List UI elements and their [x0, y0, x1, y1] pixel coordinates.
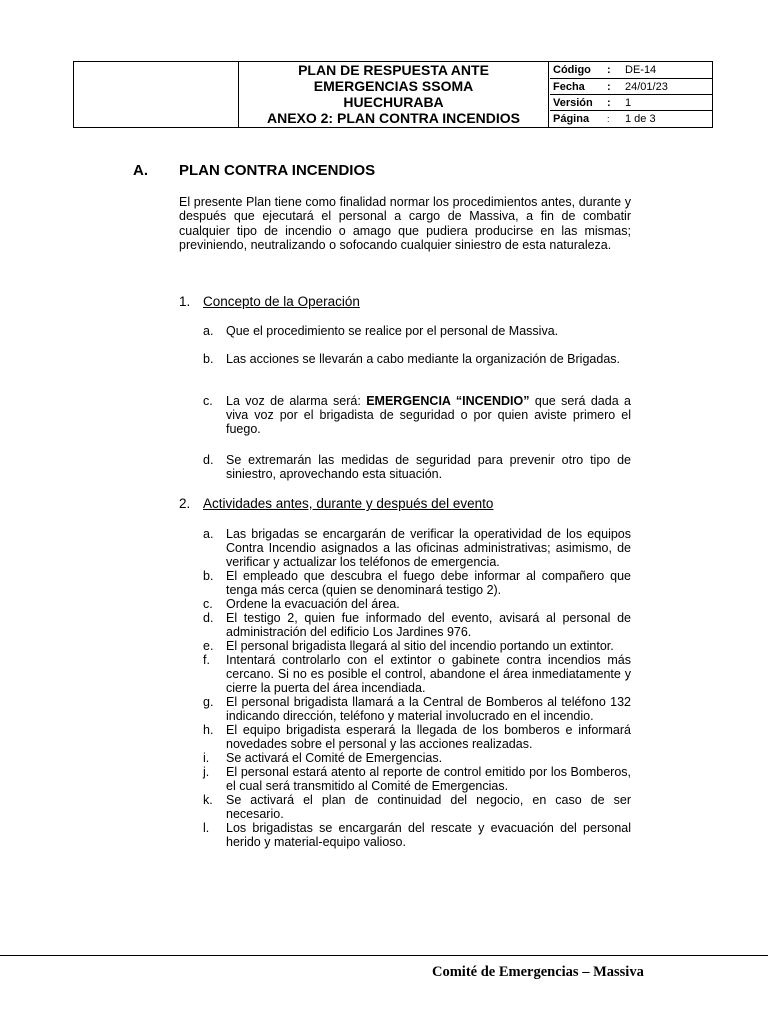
document-header-table [73, 61, 713, 128]
meta-sep: : [607, 64, 611, 76]
alarm-phrase: EMERGENCIA “INCENDIO” [366, 394, 530, 408]
item-text: El equipo brigadista esperará la llegada de los bomberos e informará novedades sobre el personal y las acciones realizadas. [226, 723, 631, 751]
item-text: Los brigadistas se encargarán del rescate y evacuación del personal herido y material-equipo valioso. [226, 821, 631, 849]
item-letter: k. [203, 793, 213, 807]
document-title [239, 62, 549, 127]
list-item [203, 793, 631, 821]
item-letter: g. [203, 695, 214, 709]
title-line: EMERGENCIAS SSOMA [313, 78, 474, 94]
list-item [203, 324, 631, 338]
subsection-title: Actividades antes, durante y después del evento [203, 496, 494, 511]
subsection-title: Concepto de la Operación [203, 294, 360, 309]
item-letter: l. [203, 821, 210, 835]
meta-value: DE-14 [625, 64, 657, 76]
footer-text: Comité de Emergencias – Massiva [432, 964, 644, 980]
list-item [203, 695, 631, 723]
item-letter: d. [203, 611, 214, 625]
item-letter: i. [203, 751, 210, 765]
list-item [203, 653, 631, 695]
list-item [203, 611, 631, 639]
meta-sep: : [607, 81, 611, 93]
item-letter: c. [203, 394, 213, 408]
item-letter: j. [203, 765, 210, 779]
meta-key: Página [553, 113, 590, 125]
list-item [203, 569, 631, 597]
item-letter: c. [203, 597, 213, 611]
meta-key: Versión [553, 97, 593, 109]
intro-paragraph: El presente Plan tiene como finalidad normar los procedimientos antes, durante y después que ejecutará el personal a cargo de Massiva, a fin de combatir cualquier tipo de incendio o amago que pudiera producirse en las mismas; previniendo, neutralizando o sofocando cualquier siniestro de esta naturaleza. [179, 195, 631, 252]
item-text [226, 394, 631, 436]
meta-value: 24/01/23 [625, 81, 668, 93]
subsection-heading-1 [179, 294, 360, 309]
item-letter: a. [203, 527, 214, 541]
list-item [203, 821, 631, 849]
list-item [203, 765, 631, 793]
subsection-heading-2 [179, 496, 493, 511]
item-letter: e. [203, 639, 214, 653]
meta-row-date [550, 78, 713, 95]
list-item [203, 639, 631, 653]
section-letter: A. [133, 162, 148, 179]
item-letter: a. [203, 324, 214, 338]
list-item [203, 527, 631, 569]
meta-row-page [550, 110, 713, 128]
list-item [203, 453, 631, 481]
item-text: Intentará controlarlo con el extintor o gabinete contra incendios más cercano. Si no es posible el control, abandone el área inmediatamente y cierre la puerta del área incendiada. [226, 653, 631, 695]
title-line: PLAN DE RESPUESTA ANTE [298, 62, 489, 78]
meta-row-version [550, 94, 713, 111]
meta-sep: : [607, 114, 610, 124]
item-letter: d. [203, 453, 214, 467]
subsection-number: 1. [179, 294, 191, 309]
item-text: El testigo 2, quien fue informado del evento, avisará al personal de administración del edificio Los Jardines 976. [226, 611, 631, 639]
item-letter: b. [203, 352, 214, 366]
item-text-post: que será dada a viva voz por el brigadista de seguridad o por quien aviste primero el fuego. [226, 394, 631, 436]
title-line: ANEXO 2: PLAN CONTRA INCENDIOS [266, 110, 521, 126]
footer-divider [0, 955, 768, 956]
item-text: El personal brigadista llamará a la Central de Bomberos al teléfono 132 indicando dirección, teléfono y material involucrado en el incendio. [226, 695, 631, 723]
list-item [203, 751, 631, 765]
item-letter: f. [203, 653, 210, 667]
meta-key: Fecha [553, 81, 585, 93]
section-title: PLAN CONTRA INCENDIOS [179, 162, 376, 179]
item-text: El personal estará atento al reporte de control emitido por los Bomberos, el cual será transmitido al Comité de Emergencias. [226, 765, 631, 793]
meta-value: 1 de 3 [625, 113, 656, 125]
item-letter: h. [203, 723, 214, 737]
item-text: Se extremarán las medidas de seguridad para prevenir otro tipo de siniestro, aprovechando esta situación. [226, 453, 631, 481]
item-text-pre: La voz de alarma será: [226, 394, 367, 408]
item-text: El empleado que descubra el fuego debe informar al compañero que tenga más cerca (quien se denominará testigo 2). [226, 569, 631, 597]
meta-value: 1 [625, 97, 632, 109]
meta-row-code [550, 62, 713, 78]
item-text: Se activará el Comité de Emergencias. [226, 751, 443, 765]
item-text: Las brigadas se encargarán de verificar la operatividad de los equipos Contra Incendio asignados a las oficinas administrativas; asimismo, de verificar y actualizar los teléfonos de emergencia. [226, 527, 631, 569]
subsection-number: 2. [179, 496, 191, 511]
item-text: Se activará el plan de continuidad del negocio, en caso de ser necesario. [226, 793, 631, 821]
item-text: Ordene la evacuación del área. [226, 597, 400, 611]
list-item [203, 394, 631, 436]
item-text: Que el procedimiento se realice por el personal de Massiva. [226, 324, 559, 338]
title-line: HUECHURABA [343, 94, 444, 110]
meta-sep: : [607, 97, 611, 109]
item-text: Las acciones se llevarán a cabo mediante la organización de Brigadas. [226, 352, 620, 366]
logo-cell [74, 62, 239, 127]
list-item [203, 597, 631, 611]
list-item [203, 723, 631, 751]
list-item [203, 352, 631, 366]
document-meta [550, 62, 713, 127]
item-letter: b. [203, 569, 214, 583]
item-text: El personal brigadista llegará al sitio del incendio portando un extintor. [226, 639, 614, 653]
meta-key: Código [553, 64, 591, 76]
